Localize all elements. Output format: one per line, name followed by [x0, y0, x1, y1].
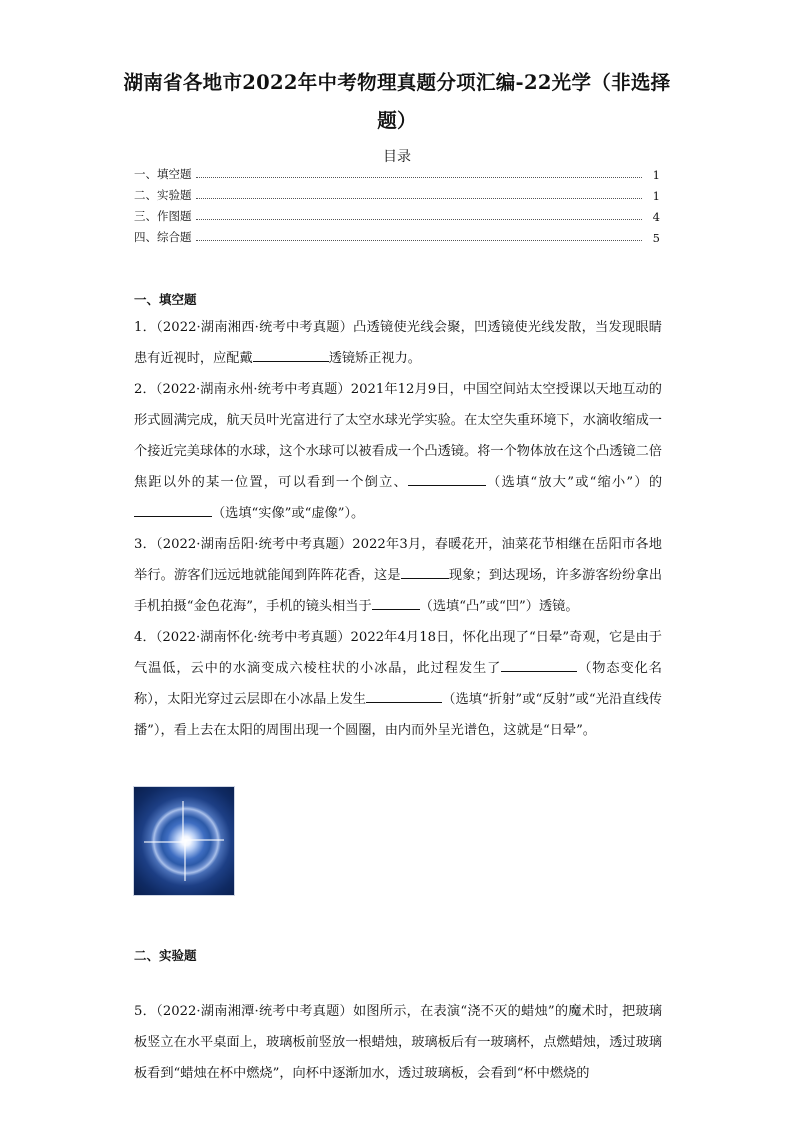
halo-ray [184, 839, 224, 841]
toc-entry[interactable] [134, 227, 660, 245]
halo-ray [184, 841, 186, 881]
toc-entry-page: 5 [652, 231, 660, 245]
halo-ray [144, 841, 184, 843]
question-text: 3．（2022·湖南岳阳·统考中考真题）2022年3月，春暖花开，油菜花节相继在岳阳市各地举行。游客们远远地就能闻到阵阵花香，这是 [134, 537, 662, 583]
question-text: 现象；到达现场，许多游客纷纷拿出手机拍摄“金色花海”，手机的镜头相当于 [134, 568, 663, 614]
question-text: 2．（2022·湖南永州·统考中考真题）2021年12月9日，中国空间站太空授课以天地互动的形式圆满完成，航天员叶光富进行了太空水球光学实验。在太空失重环境下，水滴收缩成一个接近完美球体的水球，这个水球可以被看成一个凸透镜。将一个物体放在这个凸透镜二倍焦距以外的某一位置，可以看到一个倒立、 [134, 382, 662, 490]
question-1 [134, 312, 662, 374]
toc-leader-dots [196, 240, 643, 241]
answer-blank[interactable] [501, 657, 577, 672]
toc-entry-page: 4 [652, 210, 660, 224]
toc-entry[interactable] [134, 164, 660, 182]
toc-entry-label: 二、实验题 [134, 188, 192, 202]
question-text: 4．（2022·湖南怀化·统考中考真题）2022年4月18日，怀化出现了“日晕”奇观，它是由于气温低，云中的水滴变成六棱柱状的小冰晶，此过程发生了 [134, 630, 662, 676]
toc-entry[interactable] [134, 185, 660, 203]
toc-entry-label: 四、综合题 [134, 230, 192, 244]
toc-leader-dots [196, 198, 643, 199]
question-text: （物态变化名称），太阳光穿过云层即在小冰晶上发生 [134, 661, 662, 707]
toc-entry-label: 三、作图题 [134, 209, 192, 223]
toc-leader-dots [196, 177, 643, 178]
question-2 [134, 374, 662, 529]
toc-entry-page: 1 [652, 168, 660, 182]
toc-heading: 目录 [383, 149, 411, 165]
question-text: （选填“凸”或“凹”）透镜。 [419, 599, 579, 614]
halo-ray [182, 801, 184, 841]
section-heading: 一、填空题 [134, 292, 197, 307]
answer-blank[interactable] [372, 595, 420, 610]
question-text: （选填“实像”或“虚像”）。 [212, 506, 365, 521]
toc-entry-label: 一、填空题 [134, 167, 192, 181]
question-5: 5．（2022·湖南湘潭·统考中考真题）如图所示，在表演“浇不灭的蜡烛”的魔术时，把玻璃板竖立在水平桌面上，玻璃板前竖放一根蜡烛，玻璃板后有一玻璃杯，点燃蜡烛，透过玻璃板看到“蜡烛在杯中燃烧”，向杯中逐渐加水，透过玻璃板，会看到“杯中燃烧的 [134, 1004, 662, 1081]
document-title: 湖南省各地市2022年中考物理真题分项汇编-22光学（非选择题） [123, 71, 671, 132]
question-text: （选填“放大”或“缩小”）的 [485, 475, 663, 490]
toc-entry[interactable] [134, 206, 660, 224]
question-3 [134, 529, 662, 622]
question-text: 透镜矫正视力。 [328, 351, 421, 366]
question-text: 1．（2022·湖南湘西·统考中考真题）凸透镜使光线会聚，凹透镜使光线发散，当发现眼睛患有近视时，应配戴 [134, 320, 662, 366]
toc-entry-page: 1 [652, 189, 660, 203]
answer-blank[interactable] [253, 347, 329, 362]
question-4 [134, 622, 662, 746]
answer-blank[interactable] [401, 564, 449, 579]
section-heading: 二、实验题 [134, 948, 197, 963]
answer-blank[interactable] [366, 688, 442, 703]
answer-blank[interactable] [408, 471, 486, 486]
toc-leader-dots [196, 219, 643, 220]
sun-halo-image [133, 786, 235, 896]
question-text: （选填“折射”或“反射”或“光沿直线传播”），看上去在太阳的周围出现一个圆圈，由内而外呈光谱色，这就是“日晕”。 [134, 692, 662, 738]
answer-blank[interactable] [134, 502, 212, 517]
